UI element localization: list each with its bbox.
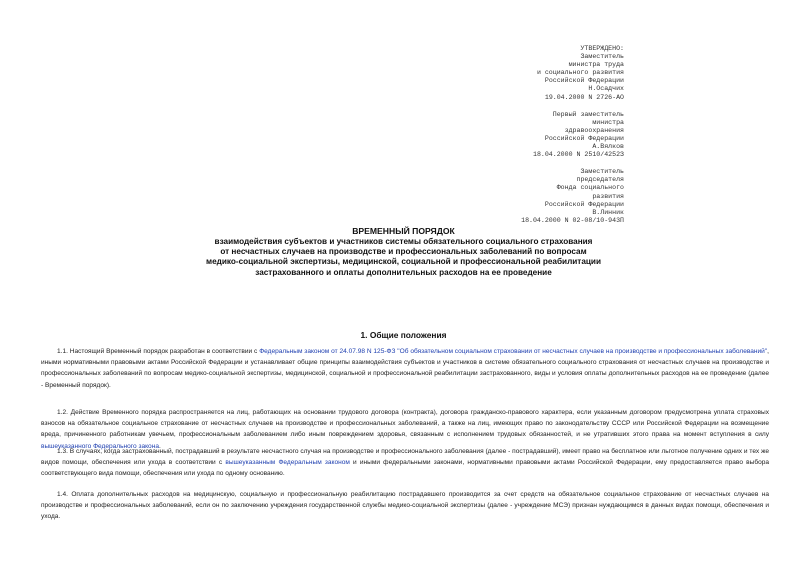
- paragraph-text: , иными нормативными правовыми актами Российской Федерации и устанавливает общие принципы взаимодействия субъектов и участников в системе обязательного социального страхования от несчастных случаев на производстве и профессиональных заболеваний по вопросам медико-социальной экспертизы, медицинской, социальной и профессиональной реабилитации застрахованного, виды и условия оплаты дополнительных расходов на ее проведение (далее - Временный порядок).: [41, 348, 769, 389]
- approval-block-ministry-health: [424, 111, 624, 160]
- document-title-line: от несчастных случаев на производстве и профессиональных заболеваний по вопросам: [220, 247, 587, 257]
- approval-line: Фонда социального: [556, 184, 624, 192]
- approval-line: министра: [592, 118, 624, 126]
- approval-line: УТВЕРЖДЕНО:: [580, 45, 624, 52]
- approval-stamps: [424, 45, 624, 234]
- approval-line: Российской Федерации: [544, 200, 624, 208]
- paragraph-text: 1.3. В случаях, когда застрахованный, пострадавший в результате несчастного случая на производстве и профессионального заболевания (далее - пострадавший), имеет право на бесплатное или льготное получение одних и тех же видов помощи, обеспечения или ухода в соответствии с: [41, 448, 769, 467]
- approval-line: здравоохранения: [564, 126, 624, 134]
- paragraph-text: 1.2. Действие Временного порядка распространяется на лиц, работающих на основании трудового договора (контракта), договора гражданско-правового характера, если указанным договором предусмотрена уплата страховых взносов на обязательное социальное страхование от несчастных случаев на производстве и профессиональных заболеваний, а также на лиц, имеющих право по законодательству СССР или Российской Федерации на возмещение вреда, причиненного работникам увечьем, профессиональным заболеванием либо иным повреждением здоровья, связанным с исполнением трудовых обязанностей, и не утративших этого права на момент вступления в силу: [41, 409, 769, 439]
- document-title-line: медико-социальной экспертизы, медицинской, социальной и профессиональной реабилитации: [206, 257, 601, 267]
- approval-line: В.Линник: [592, 208, 624, 216]
- approval-block-social-fund: [424, 168, 624, 225]
- federal-law-link[interactable]: вышеуказанным Федеральным законом: [225, 459, 350, 467]
- approval-line: развития: [592, 192, 624, 200]
- paragraph-1-3: [41, 446, 769, 480]
- document-title-line: застрахованного и оплаты дополнительных расходов на ее проведение: [255, 267, 552, 277]
- approval-line: 18.04.2000 N 02-08/10-943П: [521, 216, 624, 224]
- approval-line: Н.Осадчих: [588, 85, 624, 93]
- approval-line: А.Вялков: [592, 143, 624, 151]
- approval-line: Российской Федерации: [544, 77, 624, 85]
- federal-law-link[interactable]: вышеуказанного Федерального закона: [41, 442, 159, 450]
- approval-line: председателя: [576, 176, 624, 184]
- document-title: [0, 226, 807, 278]
- paragraph-text: 1.4. Оплата дополнительных расходов на медицинскую, социальную и профессиональную реабилитацию пострадавшего производится за счет средств на обязательное социальное страхование от несчастных случаев на производстве и профессиональных заболеваний, если он по заключению учреждения государственной службы медико-социальной экспертизы (далее - учреждение МСЭ) признан нуждающимся в данных видах помощи, обеспечения и ухода.: [41, 491, 769, 521]
- document-title-line: взаимодействия субъектов и участников системы обязательного социального страхования: [214, 236, 593, 246]
- approval-line: и социального развития: [536, 69, 624, 77]
- approval-line: Заместитель: [580, 53, 624, 61]
- approval-line: министра труда: [568, 61, 624, 69]
- paragraph-text: и иными федеральными законами, нормативными правовыми актами Российской Федерации, ему предоставляется право выбора соответствующего вида помощи, обеспечения или ухода по одному основанию.: [41, 459, 769, 478]
- paragraph-1-4: [41, 489, 769, 523]
- approval-line: Российской Федерации: [544, 134, 624, 142]
- approval-line: 18.04.2000 N 2510/4252З: [532, 151, 624, 159]
- approval-line: 19.04.2000 N 2726-АО: [544, 93, 624, 101]
- paragraph-1-1: [41, 346, 769, 391]
- approval-line: Первый заместитель: [552, 110, 624, 118]
- document-title-main: ВРЕМЕННЫЙ ПОРЯДОК: [352, 226, 455, 236]
- section-heading: 1. Общие положения: [360, 330, 447, 340]
- federal-law-link[interactable]: Федеральным законом от 24.07.98 N 125-ФЗ "Об обязательном социальном страховании от несчастных случаев на производстве и профессиональных заболеваний": [259, 348, 768, 355]
- paragraph-text: .: [158, 442, 161, 450]
- approval-line: Заместитель: [580, 168, 624, 176]
- paragraph-text: 1.1. Настоящий Временный порядок разработан в соответствии с: [57, 348, 260, 355]
- approval-block-ministry-labor: [424, 45, 624, 102]
